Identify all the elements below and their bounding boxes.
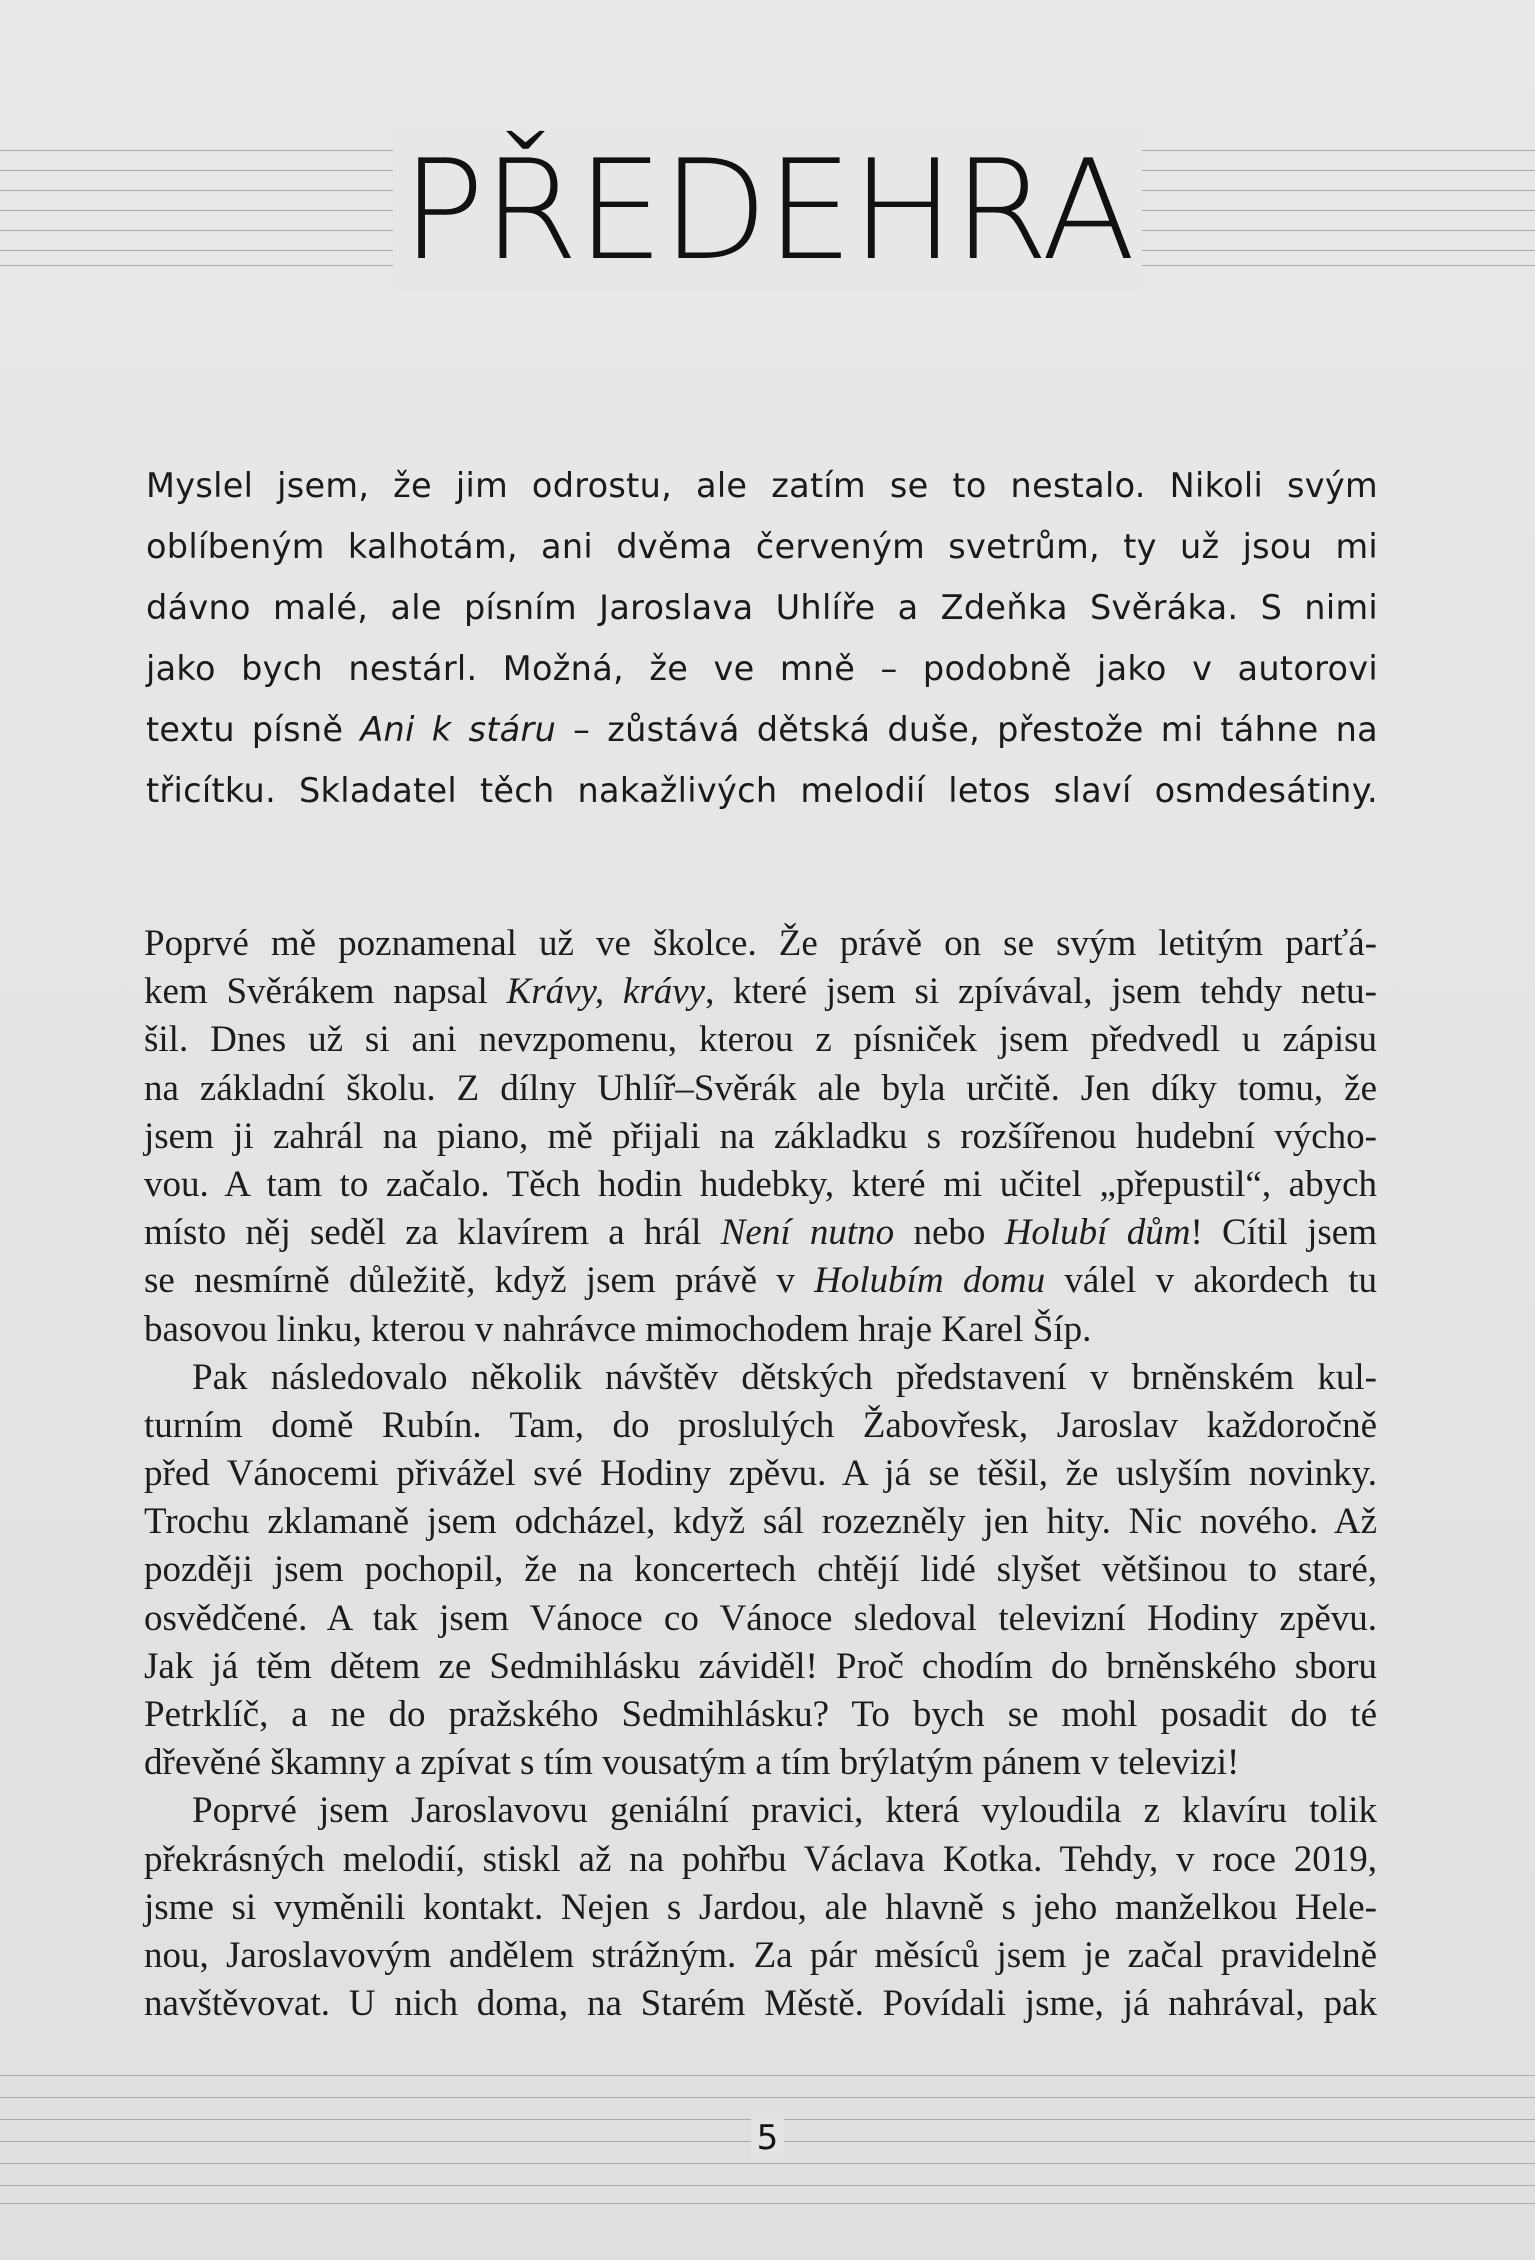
body-line: na základní školu. Z dílny Uhlíř–Svěrák ale byla určitě. Jen díky tomu, že [144,1067,1377,1109]
body-line: šil. Dnes už si ani nevzpomenu, kterou z písniček jsem předvedl u zápisu [144,1019,1377,1061]
body-line: dřevěné škamny a zpívat s tím vousatým a tím brýlatým pánem v televizi! [144,1742,1240,1784]
body-line: basovou linku, kterou v nahrávce mimochodem hraje Karel Šíp. [144,1308,1092,1350]
lead-line: jako bych nestárl. Možná, že ve mně – podobně jako v autorovi [146,649,1378,688]
body-line: Petrklíč, a ne do pražského Sedmihlásku? To bych se mohl posadit do té [144,1694,1377,1735]
text-segment: ! Cítil jsem [1190,1212,1377,1254]
body-line [144,968,1377,1016]
lead-paragraph [146,455,1378,821]
body-line: Jak já těm dětem ze Sedmihlásku záviděl! Proč chodím do brněnského sboru [144,1645,1377,1687]
text-segment: , které jsem si zpívával, jsem tehdy netu- [705,971,1377,1013]
body-line [144,1209,1377,1257]
lead-line [146,699,1378,760]
body-text [144,920,1377,2028]
staff-line [0,2185,1535,2186]
italic-title: Krávy, krávy [506,971,706,1013]
text-segment: místo něj seděl za klavírem a hrál [144,1212,721,1254]
italic-title: Není nutno [720,1212,895,1254]
body-line: Poprvé mě poznamenal už ve školce. Že právě on se svým letitým parťá- [144,923,1377,964]
chapter-title-text: PŘEDEHRA [393,130,1141,291]
italic-title: Holubí dům [1004,1212,1191,1254]
body-line: nou, Jaroslavovým andělem strážným. Za pár měsíců jsem je začal pravidelně [144,1934,1377,1976]
body-line [144,1257,1377,1305]
body-line: navštěvovat. U nich doma, na Starém Městě. Povídali jsme, já nahrával, pak [144,1983,1377,2025]
staff-line [0,2163,1535,2164]
italic-title: Ani k stáru [360,710,557,749]
lead-line: třicítku. Skladatel těch nakažlivých melodií letos slaví osmdesátiny. [146,771,1378,810]
body-line: Trochu zklamaně jsem odcházel, když sál rozezněly jen hity. Nic nového. Až [144,1501,1377,1543]
staff-line [0,2075,1535,2076]
body-line: jsme si vyměnili kontakt. Nejen s Jardou, ale hlavně s jeho manželkou Hele- [144,1886,1377,1928]
staff-line [0,2203,1535,2204]
body-line: překrásných melodií, stiskl až na pohřbu Václava Kotka. Tehdy, v roce 2019, [144,1838,1377,1880]
body-line: turním domě Rubín. Tam, do proslulých Žabovřesk, Jaroslav každoročně [144,1404,1377,1446]
body-line: před Vánocemi přivážel své Hodiny zpěvu. A já se těšil, že uslyším novinky. [144,1453,1377,1495]
body-line: Pak následovalo několik návštěv dětských představení v brněnském kul- [192,1356,1377,1398]
text-segment: válel v akordech tu [1045,1260,1377,1302]
lead-line: oblíbeným kalhotám, ani dvěma červeným svetrům, ty už jsou mi [146,527,1378,566]
staff-line [0,2097,1535,2098]
chapter-title [0,130,1535,291]
page-number [0,2118,1535,2158]
body-line: jsem ji zahrál na piano, mě přijali na základku s rozšířenou hudební výcho- [144,1115,1377,1157]
body-line: Poprvé jsem Jaroslavovu geniální pravici, která vyloudila z klavíru tolik [192,1790,1377,1832]
text-segment: nebo [894,1212,1005,1254]
italic-title: Holubím domu [814,1260,1046,1302]
text-segment: kem Svěrákem napsal [144,971,507,1013]
text-segment: – zůstává dětská duše, přestože mi táhne na [556,710,1378,749]
lead-line: dávno malé, ale písním Jaroslava Uhlíře a Zdeňka Svěráka. S nimi [146,588,1378,627]
text-segment: textu písně [146,710,361,749]
page-number-text: 5 [751,2118,785,2158]
text-segment: se nesmírně důležitě, když jsem právě v [144,1260,815,1302]
body-line: vou. A tam to začalo. Těch hodin hudebky, které mi učitel „přepustil“, abych [144,1163,1377,1205]
body-line: později jsem pochopil, že na koncertech chtějí lidé slyšet většinou to staré, [144,1549,1377,1591]
lead-line: Myslel jsem, že jim odrostu, ale zatím se to nestalo. Nikoli svým [146,466,1378,505]
body-line: osvědčené. A tak jsem Vánoce co Vánoce sledoval televizní Hodiny zpěvu. [144,1597,1377,1639]
